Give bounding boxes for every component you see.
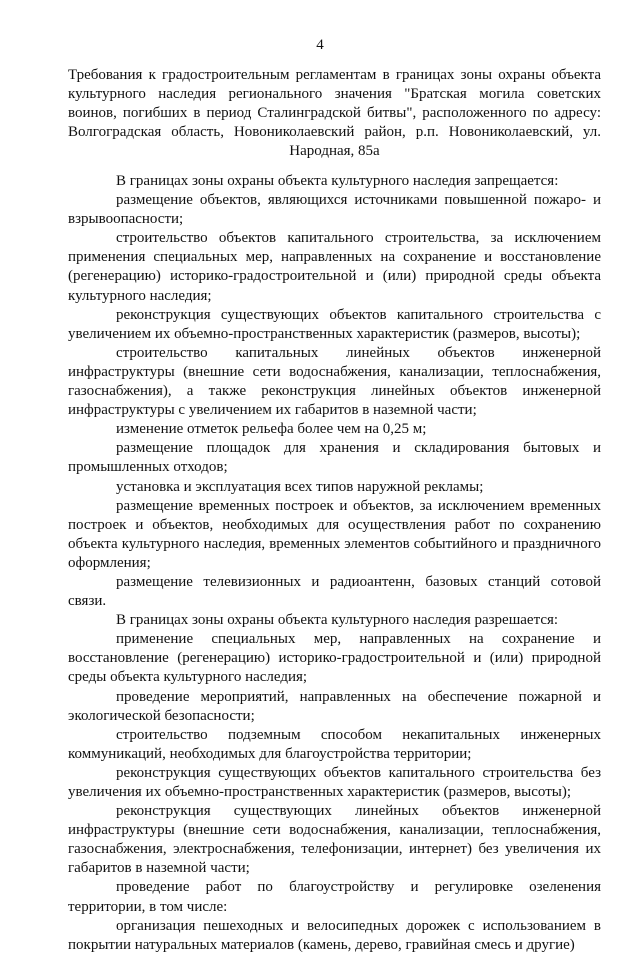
paragraph: установка и эксплуатация всех типов наружной рекламы; [116,478,484,495]
document-title: Требования к градостроительным регламентам в границах зоны охраны объекта культурного наследия регионального значения "Братская могила советских воинов, погибших в период Сталинградской битвы", расположенного по адресу: Волгоградская область, Новониколаевский район, р.п. Новониколаевский, ул. Народная, 85а [68,67,601,159]
paragraph: проведение мероприятий, направленных на обеспечение пожарной и экологической безопасности; [68,688,601,724]
paragraph: В границах зоны охраны объекта культурного наследия разрешается: [116,612,559,629]
paragraph: размещение временных построек и объектов, за исключением временных построек и объектов, необходимых для осуществления работ по сохранению объекта культурного наследия, временных элементов событийного и праздничного оформления; [68,497,601,571]
paragraph: строительство объектов капитального строительства, за исключением применения специальных мер, направленных на сохранение и восстановление (регенерацию) историко-градостроительной и (или) природной среды объекта культурного наследия; [68,230,601,304]
page-number: 4 [316,37,324,53]
paragraph: размещение площадок для хранения и складирования бытовых и промышленных отходов; [68,440,601,476]
document-body [68,172,601,955]
paragraph: применение специальных мер, направленных на сохранение и восстановление (регенерацию) историко-градостроительной и (или) природной среды объекта культурного наследия; [68,631,601,686]
paragraph: реконструкция существующих линейных объектов инженерной инфраструктуры (внешние сети водоснабжения, канализации, теплоснабжения, газоснабжения, электроснабжения, телефонизации, интернет) без увеличения их габаритов в наземной части; [68,803,601,877]
paragraph: изменение отметок рельефа более чем на 0,25 м; [116,421,427,438]
paragraph: В границах зоны охраны объекта культурного наследия запрещается: [116,173,559,189]
paragraph: размещение объектов, являющихся источниками повышенной пожаро- и взрывоопасности; [68,192,601,228]
paragraph: строительство подземным способом некапитальных инженерных коммуникаций, необходимых для благоустройства территории; [68,726,601,762]
paragraph: размещение телевизионных и радиоантенн, базовых станций сотовой связи. [68,573,601,610]
paragraph: реконструкция существующих объектов капитального строительства с увеличением их объемно-пространственных характеристик (размеров, высоты); [68,306,601,342]
paragraph: реконструкция существующих объектов капитального строительства без увеличения их объемно-пространственных характеристик (размеров, высоты); [68,764,601,800]
paragraph: проведение работ по благоустройству и регулировке озеленения территории, в том числе: [68,879,601,915]
paragraph: организация пешеходных и велосипедных дорожек с использованием в покрытии натуральных материалов (камень, дерево, гравийная смесь и другие) [68,917,601,953]
paragraph: строительство капитальных линейных объектов инженерной инфраструктуры (внешние сети водоснабжения, канализации, теплоснабжения, газоснабжения), а также реконструкция линейных объектов инженерной инфраструктуры с увеличением их габаритов в наземной части; [68,344,601,419]
